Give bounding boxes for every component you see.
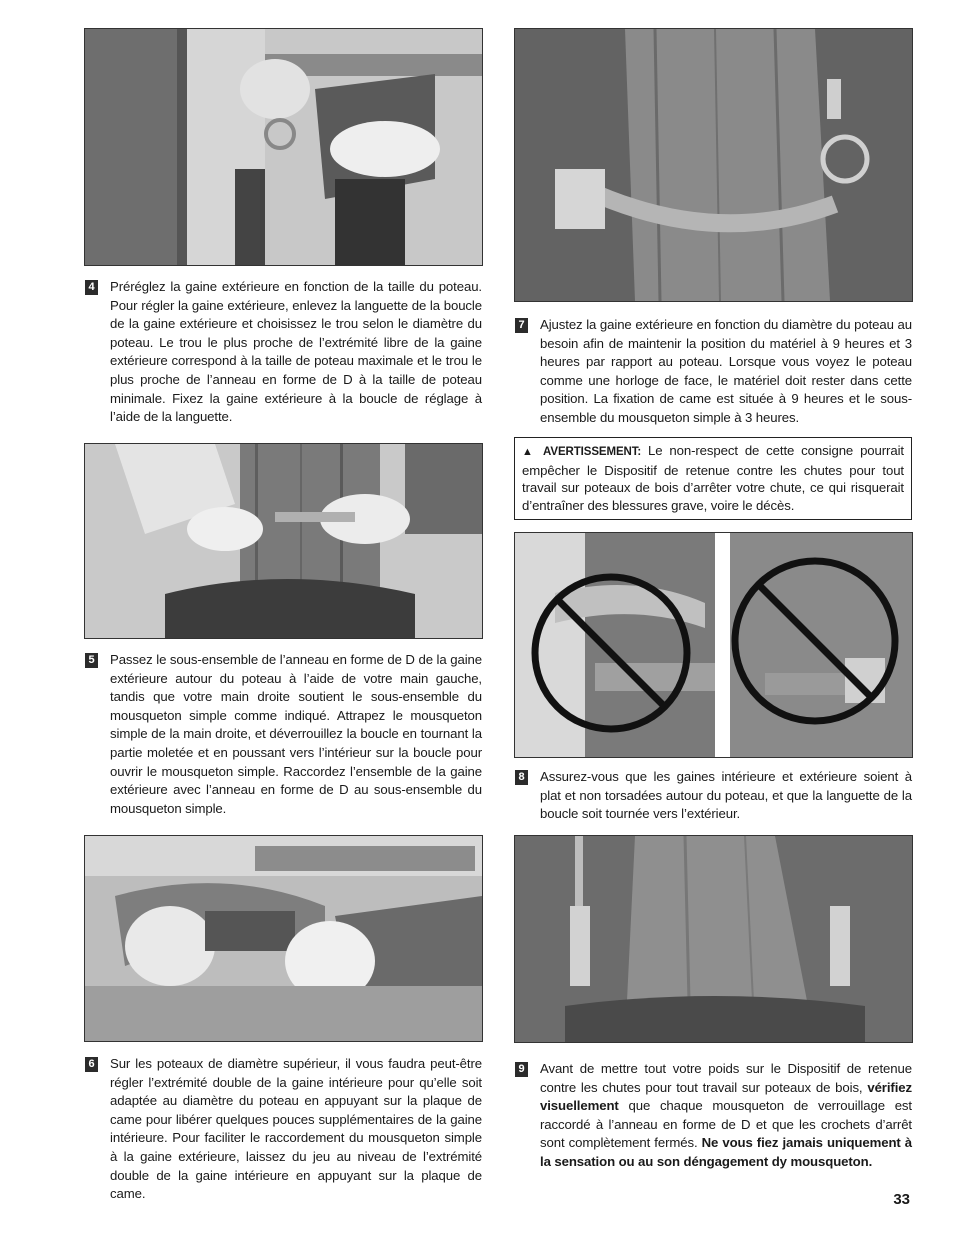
page-number: 33 bbox=[893, 1191, 910, 1208]
photo-step-5 bbox=[84, 443, 483, 639]
step-text-a: Avant de mettre tout votre poids sur le Dispositif de retenue contre les chutes pour tout travail sur poteaux de bois, bbox=[540, 1061, 912, 1095]
step-6 bbox=[88, 1055, 482, 1204]
step-number-badge: 5 bbox=[85, 653, 98, 668]
warning-text: Le non-respect de cette consigne pourrait empêcher le Dispositif de retenue contre les chutes pour tout travail sur poteaux de bois d’arrêter votre chute, ce qui risquerait d’entraîner des blessures grave, voire le décès. bbox=[522, 443, 904, 513]
step-bold-b: Ne vous fiez jamais uniquement à la sensation ou au son déngagement dy mousqueton. bbox=[540, 1135, 912, 1169]
step-number-badge: 7 bbox=[515, 318, 528, 333]
photo-step-9 bbox=[514, 835, 913, 1043]
step-number-badge: 4 bbox=[85, 280, 98, 295]
step-bold-a: vérifiez visuellement bbox=[540, 1079, 912, 1114]
photo-step-8 bbox=[514, 532, 913, 758]
step-text: Sur les poteaux de diamètre supérieur, il vous faudra peut-être régler l’extrémité double de la gaine intérieure pour qu’elle soit adaptée au diamètre du poteau en appuyant sur la plaque de came pour libérer quelques pouces supplémentaires de la gaine intérieure. Pour faciliter le raccordement du mousqueton simple à la gaine extérieure, laissez du jeu au niveau de l’extrémité double de la gaine intérieure en appuyant sur la plaque de came. bbox=[110, 1056, 482, 1202]
step-number-badge: 8 bbox=[515, 770, 528, 785]
step-text: Préréglez la gaine extérieure en fonction de la taille du poteau. Pour régler la gaine extérieure, enlevez la languette de la boucle de la gaine extérieure et choisissez le trou selon le diamètre du poteau. Le trou le plus proche de l’extrémité libre de la gaine extérieure correspond à la taille de poteau maximale et le trou le plus proche de l’anneau en forme de D à la taille de poteau minimale. Fixez la gaine extérieure à la boucle de réglage à l’aide de la languette. bbox=[110, 279, 482, 425]
photo-step-4 bbox=[84, 28, 483, 266]
step-text: Passez le sous-ensemble de l’anneau en forme de D de la gaine extérieure autour du poteau à l’aide de votre main gauche, tandis que votre main droite soutient le sous-ensemble du mousqueton simple comme indiqué. Attrapez le mousqueton simple de la main droite, et déverrouillez la boucle en tournant la partie moletée et en poussant vers l’intérieur sur la boucle pour ouvrir le mousqueton simple. Raccordez l’ensemble de la gaine extérieure avec l’anneau en forme de D au sous-ensemble du mousqueton simple. bbox=[110, 652, 482, 816]
step-7 bbox=[518, 316, 912, 428]
step-number-badge: 6 bbox=[85, 1057, 98, 1072]
step-text-b: que chaque mousqueton de verrouillage est raccordé à l’anneau en forme de D et que les crochets d’arrêt sont complètement fermés. bbox=[540, 1098, 912, 1151]
warning-label: AVERTISSEMENT: bbox=[543, 446, 642, 458]
step-text: Ajustez la gaine extérieure en fonction du diamètre du poteau au besoin afin de maintenir la position du matériel à 9 heures et 3 heures par rapport au poteau. Lorsque vous voyez le poteau comme une horloge de face, le matériel doit rester dans cette position. La fixation de came est située à 9 heures et le sous-ensemble du mousqueton simple à 3 heures. bbox=[540, 317, 912, 425]
step-5 bbox=[88, 651, 482, 818]
step-4 bbox=[88, 278, 482, 427]
step-8 bbox=[518, 768, 912, 824]
warning-box bbox=[514, 437, 912, 520]
step-text: Assurez-vous que les gaines intérieure et extérieure soient à plat et non torsadées autour du poteau, et que la languette de la boucle soit tournée vers l’extérieur. bbox=[540, 769, 912, 822]
step-number-badge: 9 bbox=[515, 1062, 528, 1077]
photo-step-7 bbox=[514, 28, 913, 302]
warning-triangle-icon: ▲ bbox=[522, 446, 537, 458]
photo-step-6 bbox=[84, 835, 483, 1042]
step-9 bbox=[518, 1060, 912, 1172]
